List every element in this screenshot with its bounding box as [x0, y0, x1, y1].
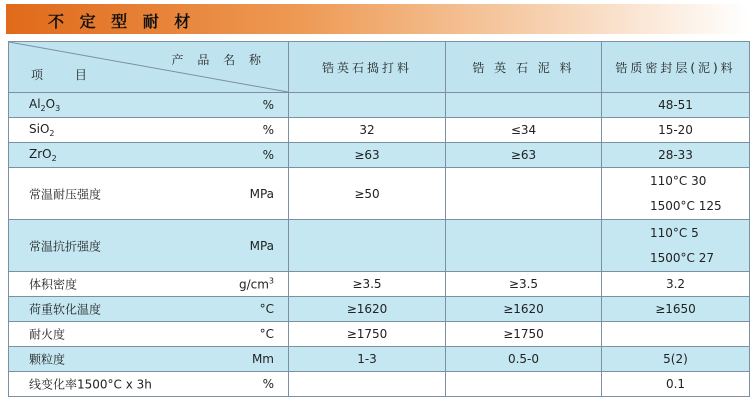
table-cell: ≥1750	[289, 322, 446, 347]
table-cell: 15-20	[602, 118, 750, 143]
row-unit: $g/cm^3$	[238, 276, 274, 292]
row-label: ZrO$_2$	[29, 146, 57, 164]
table-cell: 32	[289, 118, 446, 143]
table-row	[9, 297, 750, 322]
row-label: 耐火度	[29, 327, 66, 342]
table-row	[9, 372, 750, 397]
row-label: 常温抗折强度	[29, 239, 102, 253]
properties-table	[8, 41, 750, 397]
table-cell	[602, 220, 750, 272]
table-cell: ≥1750	[446, 322, 602, 347]
table-cell: ≥3.5	[289, 272, 446, 297]
table-cell: ≥1620	[446, 297, 602, 322]
table-row	[9, 347, 750, 372]
table-cell: 1-3	[289, 347, 446, 372]
table-cell: 5(2)	[602, 347, 750, 372]
row-label: 常温耐压强度	[29, 187, 102, 201]
table-cell	[446, 372, 602, 397]
table-cell: ≥50	[289, 168, 446, 220]
cell-line: 1500°C 125	[650, 198, 722, 213]
table-cell	[446, 220, 602, 272]
cell-line: 110°C 5	[650, 225, 699, 240]
row-label: 线变化率1500°C x 3h	[29, 377, 152, 392]
table-cell	[602, 168, 750, 220]
table-row	[9, 322, 750, 347]
row-unit: MPa	[249, 186, 274, 201]
row-unit: °C	[259, 302, 274, 316]
table-row	[9, 220, 750, 272]
table-cell: ≥3.5	[446, 272, 602, 297]
table-cell: 48-51	[602, 93, 750, 118]
row-label: SiO$_2$	[29, 121, 55, 139]
row-unit: %	[262, 123, 274, 137]
table-row	[9, 272, 750, 297]
row-unit: °C	[259, 327, 274, 341]
col-header-1: 锆英石捣打料	[289, 42, 446, 93]
table-row	[9, 143, 750, 168]
table-cell	[289, 93, 446, 118]
table-cell	[446, 168, 602, 220]
table-cell: ≥1620	[289, 297, 446, 322]
table-cell	[446, 93, 602, 118]
row-unit: %	[262, 98, 274, 112]
table-cell: 0.5-0	[446, 347, 602, 372]
row-label: 体积密度	[29, 277, 78, 292]
row-unit: %	[262, 377, 274, 391]
table-row	[9, 93, 750, 118]
table-cell	[602, 322, 750, 347]
row-unit: MPa	[249, 238, 274, 253]
diagonal-header-cell	[9, 42, 289, 93]
cell-line: 1500°C 27	[650, 250, 715, 265]
row-unit: Mm	[251, 352, 274, 366]
item-label: 项 目	[31, 68, 101, 82]
product-name-label: 产 品 名 称	[171, 53, 266, 67]
table-cell: 0.1	[602, 372, 750, 397]
page-title: 不 定 型 耐 材	[48, 12, 196, 31]
table-cell: 3.2	[602, 272, 750, 297]
table-cell	[289, 220, 446, 272]
col-header-2: 锆 英 石 泥 料	[446, 42, 602, 93]
table-cell: ≥63	[289, 143, 446, 168]
row-label: $Al_2O_3$	[29, 96, 61, 114]
table-cell: ≥1650	[602, 297, 750, 322]
table-cell	[289, 372, 446, 397]
table-header-row	[9, 42, 750, 93]
row-label: 荷重软化温度	[29, 302, 102, 317]
table-cell: 28-33	[602, 143, 750, 168]
table-row	[9, 168, 750, 220]
table-row	[9, 118, 750, 143]
table-cell: ≤34	[446, 118, 602, 143]
row-unit: %	[262, 148, 274, 162]
row-label: 颗粒度	[29, 352, 66, 367]
cell-line: 110°C 30	[650, 173, 707, 188]
table-cell: ≥63	[446, 143, 602, 168]
col-header-3: 锆质密封层(泥)料	[602, 42, 750, 93]
title-bar	[6, 4, 748, 34]
